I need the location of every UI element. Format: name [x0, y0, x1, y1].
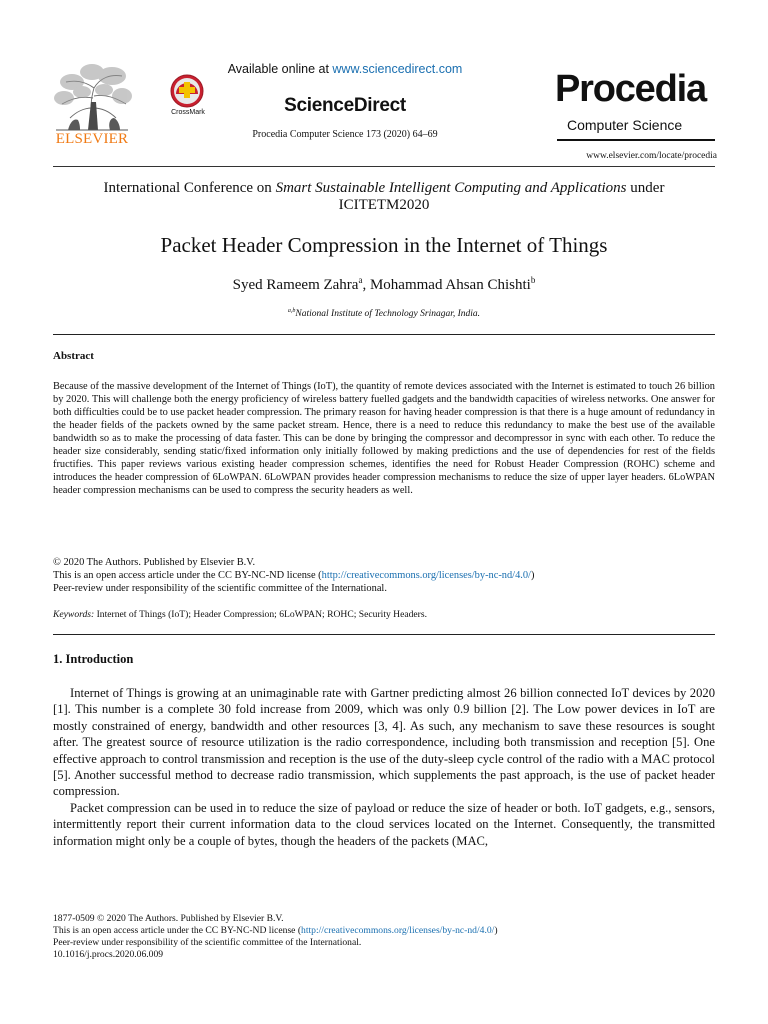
- footer-peer-review-line: Peer-review under responsibility of the scientific committee of the International.: [53, 937, 362, 949]
- page-footer: [53, 913, 715, 961]
- peer-review-line: Peer-review under responsibility of the scientific committee of the International.: [53, 583, 387, 595]
- footer-license-line: [53, 925, 715, 937]
- procedia-logo-title: Procedia: [555, 68, 706, 110]
- elsevier-wordmark: ELSEVIER: [55, 131, 129, 147]
- keywords-label: Keywords:: [53, 609, 95, 620]
- affiliation-text: National Institute of Technology Srinagar, India.: [295, 309, 481, 320]
- introduction-body: [53, 685, 715, 849]
- footer-license-suffix: ): [494, 925, 498, 937]
- license-line: [53, 569, 715, 582]
- author-list: [53, 275, 715, 294]
- copyright-line: © 2020 The Authors. Published by Elsevier B.V.: [53, 557, 256, 568]
- conference-name: Smart Sustainable Intelligent Computing and Applications: [275, 180, 627, 196]
- license-link[interactable]: http://creativecommons.org/licenses/by-nc-nd/4.0/: [321, 570, 531, 582]
- abstract-body: Because of the massive development of the Internet of Things (IoT), the quantity of remote devices associated with the Internet is estimated to touch 26 billion by 2020. This will challenge both the energy proficiency of wireless battery fuelled gadgets and the bandwidth capacities of wireless networks. One answer for both difficulties could be to use packet header compression. The primary reason for having header compression is that there is a huge amount of redundancy in the header fields of the packets owned by the same packet stream. Hence, there is a need to reduce this redundancy to make the best use of the available bandwidth so as to make the processing of data faster. This can be done by bringing the compressor and decompressor in sync with each other. To reduce the header size considerably, sending static/fixed information only initially followed by making predictions and the use of dependencies for rest of the fields fructifies. This paper reviews various existing header compression schemes, identifies the need for Robust Header Compression (ROHC) scheme and introduces the header compression of 6LoWPAN. 6LoWPAN provides header compression mechanisms to reduce the size of upper layer headers. 6LoWPAN header compression mechanisms can be used to compress the security headers as well.: [53, 381, 715, 497]
- license-prefix: This is an open access article under the CC BY-NC-ND license (: [53, 570, 322, 582]
- paper-title: Packet Header Compression in the Internet of Things: [160, 233, 608, 257]
- footer-license-prefix: This is an open access article under the CC BY-NC-ND license (: [53, 925, 302, 937]
- procedia-logo-subtitle: Computer Science: [567, 117, 683, 133]
- author-affil-mark: a: [358, 275, 363, 285]
- available-prefix: Available online at: [227, 62, 333, 76]
- license-suffix: ): [530, 570, 535, 582]
- footer-issn-line: 1877-0509 © 2020 The Authors. Published by Elsevier B.V.: [53, 913, 284, 924]
- paragraph: Packet compression can be used in to reduce the size of payload or reduce the size of header or both. IoT gadgets, e.g., sensors, intermittently report their current information data to the cloud services located on the Internet. Consequently, the transmitted information might only be a couple of bytes, though the headers of the packets (MAC,: [53, 800, 715, 848]
- crossmark-label: CrossMark: [171, 109, 205, 116]
- abstract-top-divider: [53, 334, 715, 335]
- conference-suffix: under: [626, 180, 665, 196]
- keywords-line: [53, 609, 715, 620]
- procedia-url-link[interactable]: www.elsevier.com/locate/procedia: [586, 151, 717, 161]
- author-affil-mark: b: [530, 275, 536, 285]
- author-name: Syed Rameem Zahra: [232, 277, 359, 293]
- journal-reference: Procedia Computer Science 173 (2020) 64–69: [252, 129, 438, 140]
- section-heading: 1. Introduction: [53, 652, 134, 666]
- abstract-bottom-divider: [53, 634, 715, 635]
- affiliation-mark: a,b: [287, 308, 296, 314]
- available-online-line: [205, 62, 485, 76]
- keywords-list: Internet of Things (IoT); Header Compression; 6LoWPAN; ROHC; Security Headers.: [94, 609, 428, 620]
- sciencedirect-link[interactable]: www.sciencedirect.com: [332, 62, 463, 76]
- procedia-divider: [557, 139, 715, 141]
- header-divider: [53, 166, 715, 167]
- abstract-heading: Abstract: [53, 350, 94, 362]
- abstract-copyright-block: [53, 556, 715, 596]
- author-name: , Mohammad Ahsan Chishti: [362, 277, 531, 293]
- conference-prefix: International Conference on: [103, 180, 276, 196]
- sciencedirect-wordmark: ScienceDirect: [284, 95, 406, 116]
- conference-line: [53, 180, 715, 214]
- footer-license-link[interactable]: http://creativecommons.org/licenses/by-nc-nd/4.0/: [301, 925, 495, 937]
- affiliation: [53, 308, 715, 319]
- paragraph: Internet of Things is growing at an unimaginable rate with Gartner predicting almost 26 billion connected IoT devices by 2020 [1]. This number is a complete 30 fold increase from 2009, which was only 0.9 billion [2]. The Low power devices in IoT are mostly constrained of energy, bandwidth and other resources [3, 4]. As such, any mechanism to save these resources is sought after. The greatest source of resource utilization is the radio correspondence, including both transmission and reception [5]. One effective approach to control transmission and reception is the use of the duty-sleep cycle control of the radio with a MAC protocol [5]. Another successful method to decrease radio transmission, which supplements the past approach, is the use of packet header compression.: [53, 686, 715, 799]
- doi-link[interactable]: 10.1016/j.procs.2020.06.009: [53, 949, 164, 961]
- conference-acronym: ICITETM2020: [338, 197, 430, 213]
